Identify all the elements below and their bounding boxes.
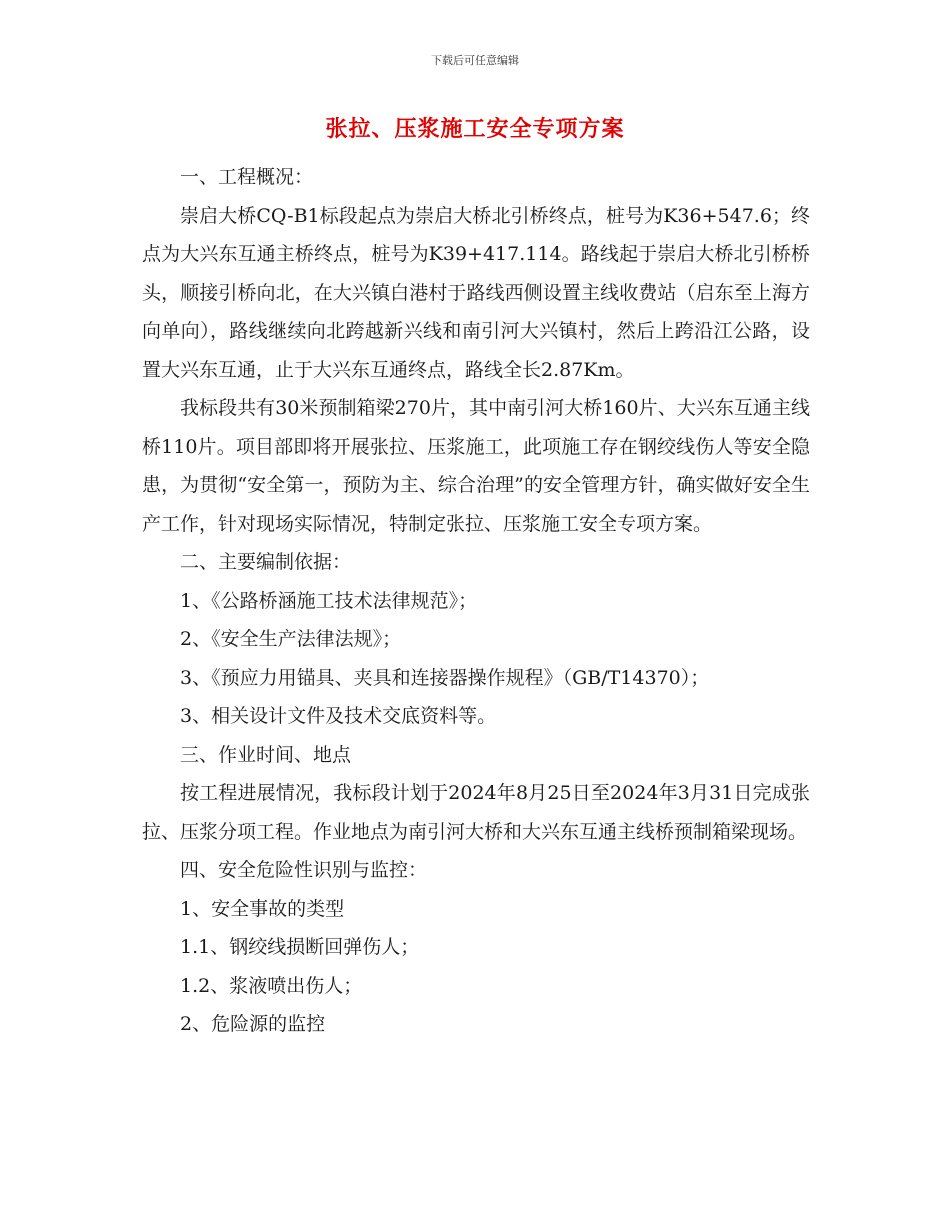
list-item-hazard-1: 1.1、钢绞线损断回弹伤人； bbox=[180, 936, 420, 958]
section-heading-overview: 一、工程概况： bbox=[180, 166, 314, 188]
document-title: 张拉、压浆施工安全专项方案 bbox=[325, 116, 625, 142]
paragraph-scope: 我标段共有30米预制箱梁270片，其中南引河大桥160片、大兴东互通主线桥110片。项目部即将开展张拉、压浆施工，此项施工存在钢绞线伤人等安全隐患，为贯彻“安全第一，预防为主、综合治理”的安全管理方针，确实做好安全生产工作，针对现场实际情况，特制定张拉、压浆施工安全专项方案。 bbox=[142, 397, 810, 535]
section-heading-hazards: 四、安全危险性识别与监控： bbox=[180, 859, 428, 881]
section-heading-time-place: 三、作业时间、地点 bbox=[180, 743, 352, 766]
list-item-basis-2: 2、《安全生产法律法规》； bbox=[180, 628, 402, 650]
subheading-monitoring: 2、危险源的监控 bbox=[180, 1013, 326, 1035]
list-item-basis-4: 3、相关设计文件及技术交底资料等。 bbox=[180, 705, 497, 727]
list-item-hazard-2: 1.2、浆液喷出伤人； bbox=[180, 974, 363, 997]
paragraph-project-overview: 崇启大桥CQ-B1标段起点为崇启大桥北引桥终点，桩号为K36+547.6；终点为大兴东互通主桥终点，桩号为K39+417.114。路线起于崇启大桥北引桥桥头，顺接引桥向北，在大兴镇白港村于路线西侧设置主线收费站（启东至上海方向单向），路线继续向北跨越新兴线和南引河大兴镇村，然后上跨沿江公路，设置大兴东互通，止于大兴东互通终点，路线全长2.87Km。 bbox=[142, 204, 810, 381]
section-heading-basis: 二、主要编制依据： bbox=[180, 551, 352, 573]
subheading-accident-types: 1、安全事故的类型 bbox=[180, 897, 345, 920]
document-body bbox=[142, 158, 810, 1044]
paragraph-time-place: 按工程进展情况，我标段计划于2024年8月25日至2024年3月31日完成张拉、压浆分项工程。作业地点为南引河大桥和大兴东互通主线桥预制箱梁现场。 bbox=[142, 782, 810, 843]
header-note: 下载后可任意编辑 bbox=[431, 54, 519, 67]
list-item-basis-1: 1、《公路桥涵施工技术法律规范》； bbox=[180, 589, 478, 612]
list-item-basis-3: 3、《预应力用锚具、夹具和连接器操作规程》（GB/T14370）； bbox=[180, 666, 710, 689]
